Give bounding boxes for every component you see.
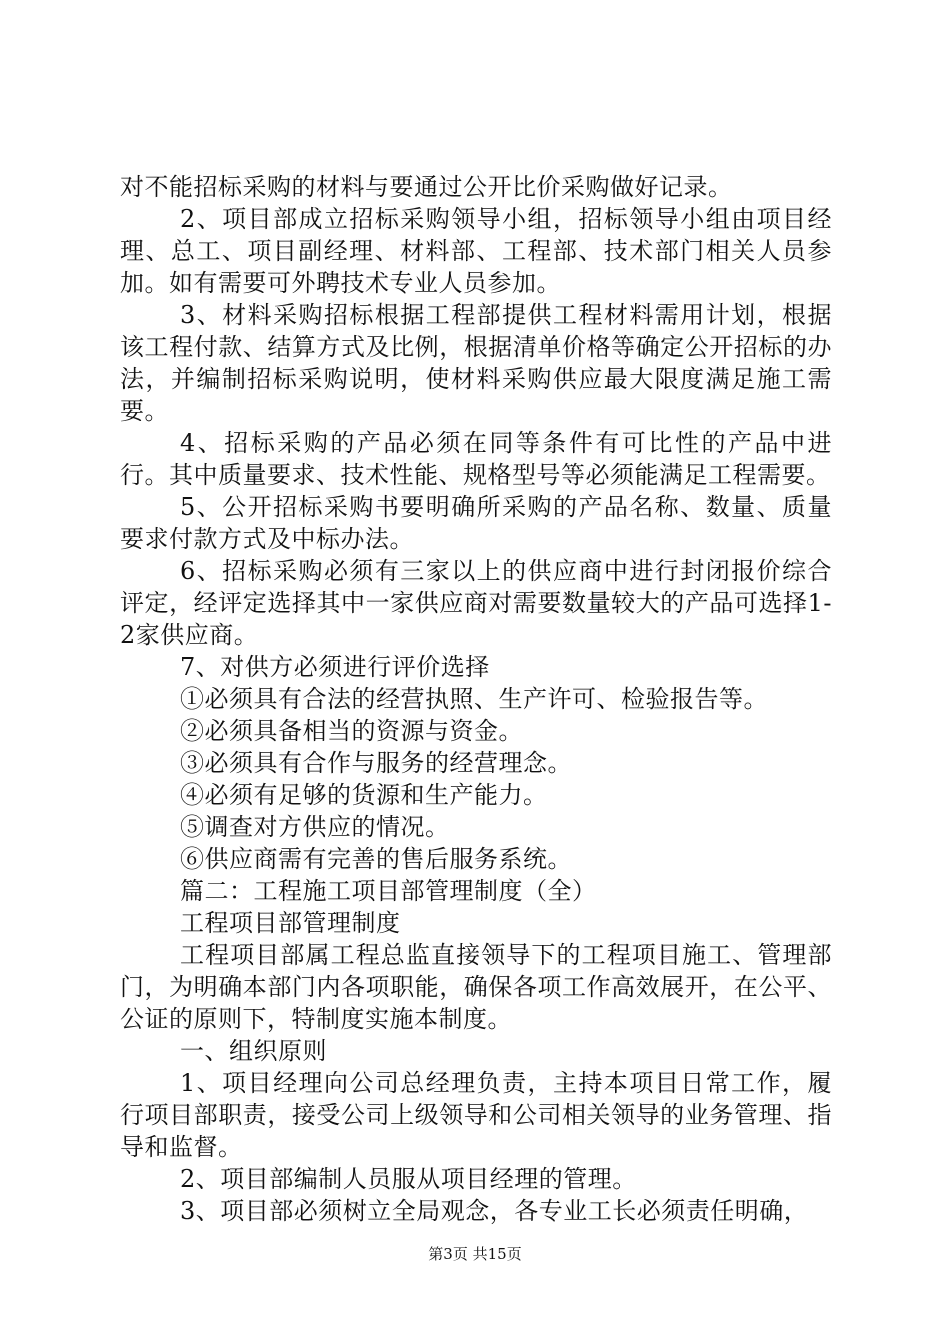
principle-item-1: 1、项目经理向公司总经理负责，主持本项目日常工作，履行项目部职责，接受公司上级领导和公司相关领导的业务管理、指导和监督。 — [120, 1069, 832, 1161]
criteria-item-6: ⑥供应商需有完善的售后服务系统。 — [180, 845, 572, 873]
document-body — [120, 171, 832, 1227]
criteria-item-2: ②必须具备相当的资源与资金。 — [180, 717, 523, 745]
principle-item-2: 2、项目部编制人员服从项目经理的管理。 — [180, 1165, 637, 1193]
paragraph-item-3: 3、材料采购招标根据工程部提供工程材料需用计划，根据该工程付款、结算方式及比例，根据清单价格等确定公开招标的办法，并编制招标采购说明，使材料采购供应最大限度满足施工需要。 — [120, 301, 832, 425]
principle-item-3: 3、项目部必须树立全局观念，各专业工长必须责任明确， — [180, 1197, 809, 1225]
criteria-item-4: ④必须有足够的货源和生产能力。 — [180, 781, 548, 809]
criteria-item-5: ⑤调查对方供应的情况。 — [180, 813, 450, 841]
paragraph-continuation: 对不能招标采购的材料与要通过公开比价采购做好记录。 — [120, 173, 733, 201]
paragraph-item-6: 6、招标采购必须有三家以上的供应商中进行封闭报价综合评定，经评定选择其中一家供应商对需要数量较大的产品可选择1-2家供应商。 — [120, 557, 832, 649]
criteria-item-1: ①必须具有合法的经营执照、生产许可、检验报告等。 — [180, 685, 768, 713]
page-footer: 第3页 共15页 — [428, 1245, 522, 1263]
criteria-item-3: ③必须具有合作与服务的经营理念。 — [180, 749, 572, 777]
paragraph-item-2: 2、项目部成立招标采购领导小组，招标领导小组由项目经理、总工、项目副经理、材料部、工程部、技术部门相关人员参加。如有需要可外聘技术专业人员参加。 — [120, 205, 832, 297]
paragraph-item-5: 5、公开招标采购书要明确所采购的产品名称、数量、质量要求付款方式及中标办法。 — [120, 493, 832, 553]
subsection-heading: 一、组织原则 — [180, 1037, 327, 1065]
section-heading-part-two: 篇二：工程施工项目部管理制度（全） — [180, 877, 597, 905]
paragraph-item-7: 7、对供方必须进行评价选择 — [180, 653, 490, 681]
paragraph-intro: 工程项目部属工程总监直接领导下的工程项目施工、管理部门，为明确本部门内各项职能，确保各项工作高效展开，在公平、公证的原则下，特制度实施本制度。 — [120, 941, 832, 1033]
section-title: 工程项目部管理制度 — [180, 909, 401, 937]
paragraph-item-4: 4、招标采购的产品必须在同等条件有可比性的产品中进行。其中质量要求、技术性能、规格型号等必须能满足工程需要。 — [120, 429, 832, 489]
